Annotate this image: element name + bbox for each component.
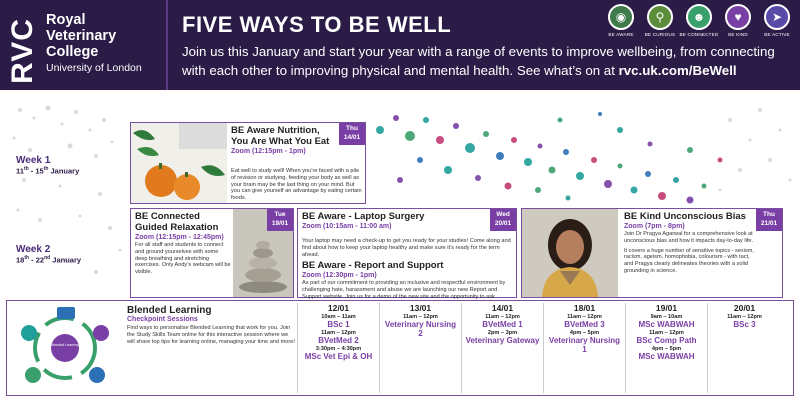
bias-body (624, 211, 756, 275)
date-badge: Tue 19/01 (267, 209, 293, 231)
event-card-nutrition[interactable] (130, 122, 366, 204)
session-time: 11am – 12pm (567, 314, 602, 320)
zoom-time[interactable]: Zoom (12:15pm - 12:45pm) (135, 234, 224, 241)
session-time: 2pm – 3pm (487, 330, 518, 336)
badge-be-connected: ☻ BE CONNECTED (682, 4, 716, 37)
cycle-center-label: Blended Learning (50, 343, 80, 347)
event-card-laptop-surgery[interactable] (297, 208, 517, 298)
schedule-column (625, 303, 707, 393)
week-1-label: Week 1 11th - 15th January (16, 155, 80, 176)
session-time: 10am – 11am (321, 314, 356, 320)
blended-learning-info (127, 305, 297, 345)
event-description: Eat well to study well! When you’re faced with a pile of revision or studying, feeding your body as well as your brain may be the last thing on your mind. But you can give yourself an advantage by eating certain foods. (231, 168, 362, 202)
food-photo (131, 123, 227, 203)
session-time: 11am – 12pm (727, 314, 762, 320)
blended-subtitle: Checkpoint Sessions (127, 316, 198, 323)
zoom-time-report-support[interactable]: Zoom (12:30pm - 1pm) (302, 272, 377, 280)
header-banner (0, 0, 800, 90)
column-date: 14/01 (491, 303, 514, 313)
session-group[interactable]: BSc 3 (733, 320, 756, 329)
schedule-column (461, 303, 543, 393)
event-card-unconscious-bias[interactable] (521, 208, 783, 298)
session-group[interactable]: Veterinary Gateway (465, 336, 540, 345)
column-date: 13/01 (409, 303, 432, 313)
session-time: 4pm – 5pm (651, 346, 682, 352)
week-2-label: Week 2 18th - 22nd January (16, 244, 82, 265)
event-title: BE Kind Unconscious Bias (624, 211, 746, 222)
column-date: 12/01 (327, 303, 350, 313)
eye-icon: ◉ (608, 4, 634, 30)
column-date: 18/01 (573, 303, 596, 313)
badge-be-active: ➤ BE ACTIVE (760, 4, 794, 37)
session-group[interactable]: BVetMed 2 (318, 336, 359, 345)
event-card-relaxation[interactable] (130, 208, 294, 298)
session-schedule (297, 303, 781, 393)
event-title: BE Aware Nutrition, You Are What You Eat (231, 125, 330, 147)
schedule-column (379, 303, 461, 393)
session-group[interactable]: BVetMed 1 (482, 320, 523, 329)
event-description-2: It covers a huge number of sensitive topics - sexism, racism, ageism, homophobia, colourism - with tact, and Pragya clearly delineates theories with a solid grounding in science. (624, 247, 754, 274)
people-icon: ☻ (686, 4, 712, 30)
date-badge: Wed 20/01 (490, 209, 516, 231)
event-title: BE Connected Guided Relaxation (135, 211, 219, 233)
event-description-report-support: As part of our commitment to providing an inclusive and respectful environment by challenging hate, harassment and abuse we are launching our new Report and Support website. Join us for a demo of the new site and the opportunity to ask (302, 280, 506, 300)
blended-description: Find ways to personalise Blended Learning that work for you. Join the Study Skills Team online for this interactive session where we will share top tips for learning online, managing your time and more! (127, 325, 295, 345)
laptop-body (302, 211, 488, 230)
session-time: 11am – 12pm (485, 314, 520, 320)
nutrition-body (231, 125, 339, 155)
zoom-time[interactable]: Zoom (12:15pm - 1pm) (231, 148, 306, 155)
logo-subtitle: University of London (46, 62, 142, 74)
event-title-report-support: BE Aware - Report and Support (302, 260, 444, 272)
speaker-photo (522, 209, 618, 297)
column-date: 20/01 (733, 303, 756, 313)
session-time: 9am – 10am (650, 314, 683, 320)
session-time: 11am – 12pm (321, 330, 356, 336)
intro-text: Join us this January and start your year with a range of events to improve wellbeing, from connecting with each other to improving physical and mental health. See what’s on at rvc.uk.com/BeWell (182, 44, 775, 78)
badge-be-aware: ◉ BE AWARE (604, 4, 638, 37)
laptop-desc-wrap (302, 237, 514, 308)
event-description: For all staff and students to connect and ground yourselves with some deep breathing and stretching exercises. Only Andy’s webcam will be visible. (135, 242, 231, 276)
session-group[interactable]: MSc WABWAH (638, 320, 695, 329)
heart-icon: ♥ (725, 4, 751, 30)
session-group[interactable]: BSc Comp Path (636, 336, 697, 345)
event-description: Your laptop may need a check-up to get you ready for your studies! Come along and find about how to keep your laptop healthy and make sure it’s ready for the term ahead. (302, 238, 511, 258)
event-title: BE Aware - Laptop Surgery (302, 211, 425, 222)
relaxation-body (135, 211, 231, 276)
runner-icon: ➤ (764, 4, 790, 30)
blended-title: Blended Learning (127, 305, 212, 316)
blended-learning-cycle-graphic (9, 303, 121, 393)
date-badge: Thu 14/01 (339, 123, 365, 145)
event-description: Join Dr Pragya Agarwal for a comprehensive look at unconscious bias and how it impacts day-to-day life. (624, 231, 754, 244)
session-time: 11am – 12pm (403, 314, 438, 320)
schedule-column (543, 303, 625, 393)
session-group[interactable]: Veterinary Nursing 2 (384, 320, 457, 338)
logo-mark: RVC (5, 18, 39, 84)
schedule-column (297, 303, 379, 393)
date-badge: Thu 21/01 (756, 209, 782, 231)
nutrition-desc-wrap (231, 167, 363, 202)
session-time: 4pm – 5pm (569, 330, 600, 336)
session-group[interactable]: Veterinary Nursing 1 (548, 336, 621, 354)
logo-name: Royal Veterinary College (46, 12, 117, 60)
page-title: FIVE WAYS TO BE WELL (182, 12, 452, 37)
session-time: 11am – 12pm (649, 330, 684, 336)
session-group[interactable]: MSc WABWAH (638, 352, 695, 361)
schedule-column (707, 303, 781, 393)
zoom-time[interactable]: Zoom (7pm - 8pm) (624, 223, 685, 230)
session-group[interactable]: MSc Vet Epi & OH (304, 352, 373, 361)
badge-be-kind: ♥ BE KIND (721, 4, 755, 37)
session-group[interactable]: BSc 1 (327, 320, 350, 329)
session-group[interactable]: BVetMed 3 (564, 320, 605, 329)
five-ways-badges (604, 4, 794, 37)
session-time: 3:30pm – 4:30pm (315, 346, 362, 352)
column-date: 19/01 (655, 303, 678, 313)
blended-learning-panel (6, 300, 794, 396)
badge-be-curious: ⚲ BE CURIOUS (643, 4, 677, 37)
zoom-time[interactable]: Zoom (10:15am - 11:00 am) (302, 223, 392, 230)
bewell-link[interactable]: rvc.uk.com/BeWell (618, 63, 737, 78)
magnifier-icon: ⚲ (647, 4, 673, 30)
rvc-logo[interactable] (0, 0, 168, 90)
